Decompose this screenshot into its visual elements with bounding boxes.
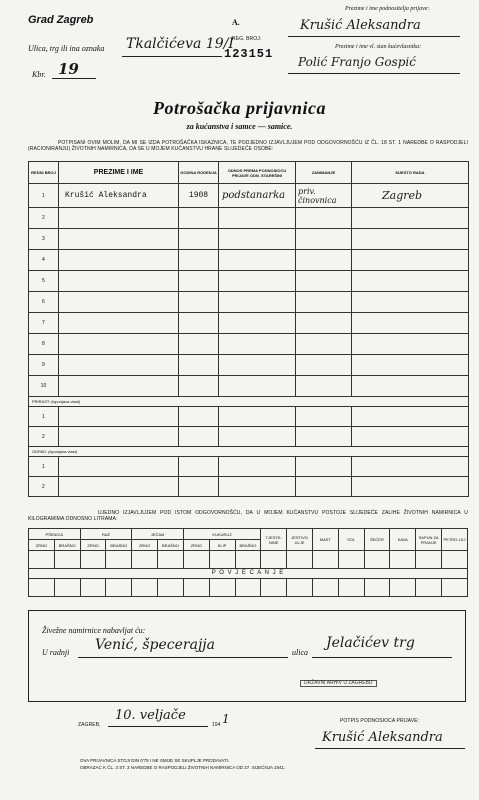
row-number: 2: [29, 427, 59, 447]
row-number: 5: [29, 271, 59, 292]
col-oil: JESTIVO ULJE: [287, 529, 313, 551]
col-salt: SOL: [338, 529, 364, 551]
col-header-relation: ODNOS PREMA PODNOSIOCU PRIJAVE ODN. STAREŠINI: [219, 162, 296, 184]
purchase-box: [28, 610, 466, 702]
row-number: 1: [29, 407, 59, 427]
applicant-label: Prezime i ime podnositelja prijave:: [345, 6, 430, 12]
kbr-value: 19: [58, 60, 79, 78]
table-row: [29, 250, 469, 271]
purchase-street-label: ulica: [292, 648, 308, 657]
table-row: [29, 334, 469, 355]
reg-number: 123151: [224, 47, 274, 61]
sub-grain: ZRNO: [29, 540, 55, 551]
row-number: 2: [29, 477, 59, 497]
entry-place: Zagreb: [352, 184, 469, 208]
footer-date: 10. veljače: [115, 708, 186, 723]
col-pasta: TJESTE-NINE: [261, 529, 287, 551]
row-number: 4: [29, 250, 59, 271]
sub-flour: BRAŠNO: [54, 540, 80, 551]
footer-note-price: OVA PRIJAVNICA STOJI DIN 0'75 I NE SMIJE SE SKUPLJE PRODAVATI.: [80, 758, 230, 763]
sub-grain: ZRNO: [132, 540, 158, 551]
col-header-name: PREZIME I IME: [59, 162, 179, 184]
sub-grain: ZRNO: [183, 540, 209, 551]
intro-text: POTPISANI OVIM MOLIM, DA MI SE IZDA POTROŠAČKA ISKAZNICA, TE PODJEDNO IZJAVLJUJEM POD ODGOVORNOŠĆU IZ ČL. 18 ST. 1 NAREDBE O RASPODJELI (RACIONIRANJU) ŽIVOTNIH NAMIRNICA, DA SE U MOJEM KUĆANSTVU HRANE SLIJEDEĆE OSOBE:: [28, 140, 468, 152]
kbr-label: Kbr.: [32, 70, 46, 79]
col-header-place: MJESTO RADA: [352, 162, 469, 184]
owner-name: Polić Franjo Gospić: [298, 55, 416, 69]
row-number: 2: [29, 208, 59, 229]
shop-label: U radnji: [42, 648, 70, 657]
sub-flour: BRAŠNO: [106, 540, 132, 551]
table-row: [29, 292, 469, 313]
row-number: 9: [29, 355, 59, 376]
footer-year-prefix: 194: [212, 722, 221, 728]
group-barley: JEČAM: [132, 529, 184, 540]
street-value: Tkalčićeva 19/I: [126, 36, 234, 52]
sub-cob: KLIP: [209, 540, 235, 551]
footer-note-regulation: OBRAZAC K ČL. 3 ST. 3 NAREDBE O RASPODJELI ŽIVOTNIH NAMIRNICA OD 27. SIJEČNJA 1941.: [80, 765, 286, 770]
col-coffee: KAVA: [390, 529, 416, 551]
sub-grain: ZRNO: [80, 540, 106, 551]
entry-year: 1908: [179, 184, 219, 208]
row-number: 8: [29, 334, 59, 355]
table-row: [29, 271, 469, 292]
col-soap: SAPUN ZA PRANJE: [416, 529, 442, 551]
form-letter: A.: [232, 18, 240, 27]
shop-value: Venić, špecerajja: [95, 637, 215, 653]
signature-value: Krušić Aleksandra: [322, 730, 443, 745]
sub-flour: BRAŠNO: [235, 540, 261, 551]
table-row: [29, 457, 469, 477]
entry-name: Krušić Aleksandra: [59, 184, 179, 208]
purchase-label: Živežne namirnice nabavljat ću:: [42, 626, 146, 635]
row-number: 1: [29, 457, 59, 477]
table-row: [29, 229, 469, 250]
table-row: [29, 184, 469, 208]
row-number: 6: [29, 292, 59, 313]
table-row: [29, 407, 469, 427]
row-number: 1: [29, 184, 59, 208]
form-subtitle: za kućanstva i samce — samice.: [186, 122, 293, 131]
col-petroleum: PETRO-LEJ: [442, 529, 468, 551]
group-corn: KUKURUZ: [183, 529, 260, 540]
arrivals-label: PRIRAST: (ispunjava vlast): [29, 397, 469, 407]
owner-label: Prezime i ime vl. stan kućevlasnika:: [335, 44, 422, 50]
table-row: [29, 355, 469, 376]
row-number: 3: [29, 229, 59, 250]
table-row: [29, 376, 469, 397]
table-row: [29, 427, 469, 447]
stock-intro: UJEDNO IZJAVLJUJEM POD ISTOM ODGOVORNOŠĆU, DA U MOJEM KUĆANSTVU POSTOJE SLIJEDEĆE ZALIHE ŽIVOTNIH NAMIRNICA U KILOGRAMIMA ODNOSNO LITRAMA:: [28, 510, 468, 522]
group-wheat: PŠENICA: [29, 529, 81, 540]
signature-label: POTPIS PODNOSIOCA PRIJAVE:: [340, 718, 420, 724]
table-row: [29, 313, 469, 334]
reg-label: REG. BROJ:: [232, 36, 262, 42]
entry-occupation: priv. činovnica: [296, 184, 352, 208]
group-rye: RAŽ: [80, 529, 132, 540]
archive-stamp: DRŽAVNI ARHIV U ZAGREBU: [300, 680, 377, 687]
col-lard: MAST: [312, 529, 338, 551]
departures-label: ODPAD: (ispunjava vlast): [29, 447, 469, 457]
footer-city: ZAGREB,: [78, 722, 101, 728]
applicant-name: Krušić Aleksandra: [300, 18, 421, 33]
purchase-street-value: Jelačićev trg: [326, 635, 415, 651]
row-number: 10: [29, 376, 59, 397]
stock-table: [28, 528, 468, 597]
verification-label: P O V J E Ć A N J E: [29, 569, 468, 579]
form-title: Potrošačka prijavnica: [153, 98, 326, 118]
persons-table: [28, 161, 469, 497]
row-number: 7: [29, 313, 59, 334]
footer-year: 1: [222, 712, 230, 726]
col-sugar: ŠEĆER: [364, 529, 390, 551]
col-header-no: REDNI BROJ: [29, 162, 59, 184]
col-header-year: GODINA RODENJA: [179, 162, 219, 184]
table-row: [29, 477, 469, 497]
sub-flour: BRAŠNO: [158, 540, 184, 551]
city-heading: Grad Zagreb: [28, 14, 94, 26]
street-label: Ulica, trg ili ina oznaka: [28, 44, 105, 53]
col-header-occupation: ZANIMANJE: [296, 162, 352, 184]
entry-relation: podstanarka: [219, 184, 296, 208]
table-row: [29, 208, 469, 229]
